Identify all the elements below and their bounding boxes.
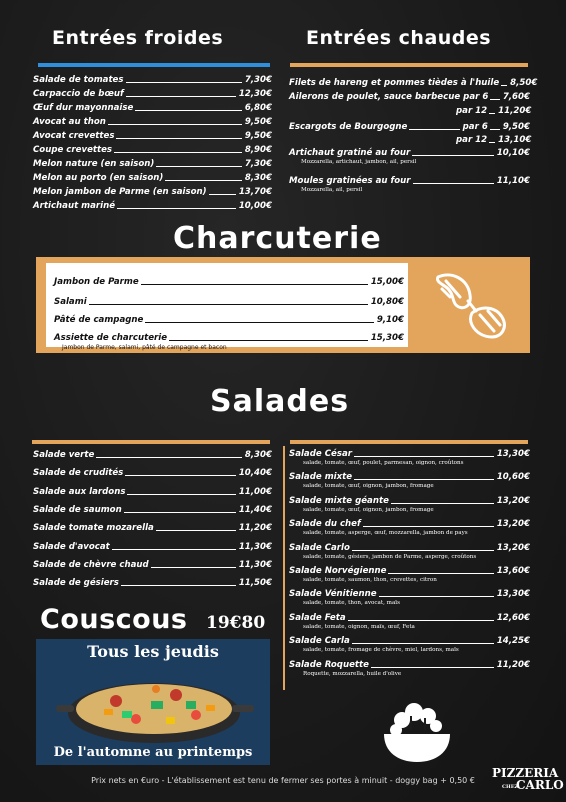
menu-item-name: Salade d'avocat <box>33 541 110 552</box>
menu-item-row <box>33 187 272 197</box>
menu-item-price: 9,50€ <box>502 122 530 132</box>
menu-item-price: 7,60€ <box>502 92 530 102</box>
menu-item-price: 7,30€ <box>244 159 272 169</box>
menu-item-price: 11,50€ <box>238 578 272 589</box>
menu-item-row <box>33 173 272 183</box>
menu-item-price: 10,00€ <box>238 201 272 211</box>
menu-item-row <box>33 560 272 570</box>
menu-item-row <box>54 333 404 343</box>
dotted-leader <box>490 99 499 100</box>
menu-item-row <box>33 468 272 478</box>
menu-item-name: Salade mixte <box>289 472 353 483</box>
logo-name-text: CARLO <box>516 778 564 792</box>
menu-item-name: Salami <box>54 297 87 307</box>
menu-item-name: Filets de hareng et pommes tièdes à l'huile <box>289 78 500 88</box>
menu-item-price: 13,30€ <box>496 449 530 459</box>
couscous-price: 19€80 <box>206 613 266 633</box>
menu-item-price: 11,40€ <box>238 504 272 515</box>
menu-item-row <box>33 450 272 460</box>
menu-item-price: 13,10€ <box>498 135 532 145</box>
menu-item-description: salade, tomate, œuf, oignon, jambon, fromage <box>303 483 434 490</box>
menu-item-row <box>33 159 272 169</box>
dotted-leader <box>96 457 242 458</box>
menu-item-name: Salade aux lardons <box>33 486 126 497</box>
menu-item-name: Salade de chèvre chaud <box>33 559 149 570</box>
menu-item-name: Carpaccio de bœuf <box>33 89 124 99</box>
menu-item-price: 11,20€ <box>498 106 532 116</box>
dotted-leader <box>108 124 242 125</box>
charcuterie-list-box <box>46 263 408 351</box>
menu-item-name: Melon jambon de Parme (en saison) <box>33 187 207 197</box>
dotted-leader <box>412 155 494 156</box>
couscous-dish-image <box>56 665 256 747</box>
menu-item-row <box>33 578 272 588</box>
dotted-leader <box>156 530 236 531</box>
dotted-leader <box>352 550 494 551</box>
menu-item-price: 13,20€ <box>496 542 530 553</box>
menu-item-row <box>33 145 272 155</box>
dotted-leader <box>112 549 236 550</box>
dotted-leader <box>413 183 494 184</box>
dotted-leader <box>489 142 495 143</box>
menu-item-description: salade, tomate, fromage de chèvre, miel, lardons, maïs <box>303 647 459 654</box>
menu-item-row <box>289 148 530 158</box>
menu-item-row <box>289 519 530 529</box>
couscous-day-text: Tous les jeudis <box>87 642 219 661</box>
couscous-photo <box>36 639 270 765</box>
menu-item-name: Salade tomate mozarella <box>33 523 154 534</box>
menu-item-row <box>33 523 272 533</box>
menu-item-row <box>289 449 530 459</box>
dotted-leader <box>127 494 235 495</box>
menu-item-row <box>33 103 272 113</box>
entrees-froides-title: Entrées froides <box>52 27 224 49</box>
menu-item-price: 11,20€ <box>238 523 272 534</box>
menu-item-description: salade, tomate, gésiers, jambon de Parme, asperge, croûtons <box>303 553 477 560</box>
sausage-icon <box>432 267 514 343</box>
menu-item-description: Jambon de Parme, salami, pâté de campagne et bacon <box>62 344 227 351</box>
menu-item-name: par 12 <box>456 135 488 145</box>
menu-item-price: 7,30€ <box>244 75 272 85</box>
menu-item-name: Salade de gésiers <box>33 578 119 589</box>
menu-item-row <box>33 505 272 515</box>
menu-item-name: Œuf dur mayonnaise <box>33 103 134 113</box>
menu-item-name: Assiette de charcuterie <box>54 333 168 343</box>
menu-item-price: 8,30€ <box>244 173 272 183</box>
menu-item-price: 15,30€ <box>370 333 404 343</box>
menu-item-name: par 12 <box>456 106 488 116</box>
dotted-leader <box>371 667 494 668</box>
dotted-leader <box>352 643 494 644</box>
menu-item-name: Avocat crevettes <box>33 131 115 141</box>
menu-item-name: Salade du chef <box>289 519 361 530</box>
menu-item-row <box>289 660 530 670</box>
menu-item-price: 8,30€ <box>244 450 272 460</box>
menu-item-name: Salade Carla <box>289 636 350 647</box>
menu-item-name: Salade Carlo <box>289 542 350 553</box>
charcuterie-panel <box>36 257 530 353</box>
menu-item-price: 11,20€ <box>496 659 530 670</box>
salades-divider <box>283 446 285 690</box>
dotted-leader <box>169 340 368 341</box>
menu-item-price: 10,40€ <box>238 468 272 479</box>
menu-item-name: Artichaut gratiné au four <box>289 148 411 158</box>
menu-item-row <box>33 89 272 99</box>
menu-item-price: 13,20€ <box>496 519 530 530</box>
menu-item-description: salade, tomate, œuf, poulet, parmesan, oignon, croûtons <box>303 460 464 466</box>
dotted-leader <box>89 304 368 305</box>
menu-item-row <box>289 122 530 132</box>
menu-item-price: 11,30€ <box>238 541 272 552</box>
menu-item-name: Salade verte <box>33 450 95 460</box>
menu-item-row <box>456 135 530 145</box>
menu-item-price: 9,10€ <box>376 315 404 325</box>
menu-item-price: 12,60€ <box>496 612 530 623</box>
dotted-leader <box>388 573 493 574</box>
menu-item-name: Salade de saumon <box>33 504 122 515</box>
dotted-leader <box>156 166 241 167</box>
menu-item-name: Salade de tomates <box>33 75 124 85</box>
entrees-froides-underline <box>38 63 270 67</box>
menu-item-name: Melon nature (en saison) <box>33 159 155 169</box>
menu-item-row <box>54 277 404 287</box>
menu-item-row <box>33 75 272 85</box>
menu-item-price: 14,25€ <box>496 636 530 647</box>
menu-item-name: Salade Feta <box>289 612 346 623</box>
dotted-leader <box>165 180 241 181</box>
menu-item-name: Salade Norvégienne <box>289 566 387 576</box>
footer-text: Prix nets en €uro - L'établissement est tenu de fermer ses portes à minuit - doggy bag + 0,50 € <box>91 776 475 785</box>
menu-item-row <box>289 566 530 576</box>
menu-item-price: 13,60€ <box>496 566 530 576</box>
menu-item-row <box>289 92 530 102</box>
menu-item-name: Artichaut mariné <box>33 201 116 211</box>
menu-item-price: 10,80€ <box>370 297 404 307</box>
charcuterie-title: Charcuterie <box>173 221 382 256</box>
entrees-chaudes-title: Entrées chaudes <box>306 27 492 49</box>
dotted-leader <box>151 567 236 568</box>
salades-left-underline <box>32 440 270 444</box>
menu-item-row <box>54 315 404 325</box>
menu-item-description: Roquette, mozzarella, huile d'olive <box>303 670 402 677</box>
dotted-leader <box>114 152 242 153</box>
menu-item-row <box>456 106 530 116</box>
menu-item-row <box>33 542 272 552</box>
menu-item-price: 11,30€ <box>238 559 272 570</box>
menu-item-price: 15,00€ <box>370 277 404 287</box>
menu-item-price: 11,00€ <box>238 486 272 497</box>
couscous-season-text: De l'automne au printemps <box>53 745 253 760</box>
dotted-leader <box>126 82 242 83</box>
dotted-leader <box>121 585 236 586</box>
menu-item-description: Mozzarella, artichaut, jambon, ail, persil <box>301 159 417 165</box>
menu-item-name: Pâté de campagne <box>54 315 144 325</box>
menu-item-quantity: par 6 <box>462 122 488 132</box>
menu-item-row <box>289 613 530 623</box>
menu-item-row <box>33 131 272 141</box>
menu-item-price: 12,30€ <box>238 89 272 99</box>
menu-item-row <box>289 78 538 88</box>
menu-item-price: 9,50€ <box>244 117 272 127</box>
dotted-leader <box>409 129 459 130</box>
menu-item-description: Mozzarella, ail, persil <box>301 187 363 193</box>
logo-main-text: PIZZERIA <box>492 766 559 780</box>
salades-title: Salades <box>210 384 350 419</box>
menu-item-price: 13,70€ <box>238 187 272 197</box>
menu-item-price: 10,60€ <box>496 472 530 483</box>
entrees-chaudes-underline <box>290 63 528 67</box>
menu-item-price: 9,50€ <box>244 131 272 141</box>
menu-item-name: Salade Roquette <box>289 659 369 670</box>
dotted-leader <box>379 596 494 597</box>
dotted-leader <box>135 110 242 111</box>
menu-item-row <box>33 117 272 127</box>
menu-item-description: salade, tomate, oignon, maïs, œuf, Feta <box>303 623 415 630</box>
dotted-leader <box>489 113 495 114</box>
menu-item-name: Salade Vénitienne <box>289 589 377 600</box>
dotted-leader <box>141 284 368 285</box>
dotted-leader <box>363 526 494 527</box>
menu-item-row <box>289 176 530 186</box>
menu-item-row <box>289 472 530 482</box>
menu-item-description: salade, tomate, saumon, thon, crevettes, citron <box>303 577 437 583</box>
menu-item-description: salade, tomate, œuf, oignon, jambon, fromage <box>303 506 434 513</box>
dotted-leader <box>391 503 494 504</box>
menu-item-price: 10,10€ <box>496 148 530 158</box>
menu-item-price: 8,90€ <box>244 145 272 155</box>
dotted-leader <box>145 322 373 323</box>
couscous-title: Couscous <box>40 604 188 635</box>
menu-item-row <box>289 496 530 506</box>
menu-item-description: salade, tomate, thon, avocat, maïs <box>303 600 400 607</box>
menu-item-price: 8,50€ <box>510 78 538 88</box>
dotted-leader <box>124 512 236 513</box>
dotted-leader <box>490 129 500 130</box>
menu-item-price: 6,80€ <box>244 103 272 113</box>
dotted-leader <box>117 208 236 209</box>
menu-item-name: Coupe crevettes <box>33 145 113 155</box>
dotted-leader <box>126 96 236 97</box>
menu-item-name: Escargots de Bourgogne <box>289 122 408 132</box>
menu-item-name: Salade mixte géante <box>289 495 389 506</box>
menu-item-name: Salade César <box>289 449 352 459</box>
logo-sub-text: CHEZ <box>502 784 519 790</box>
menu-item-row <box>289 543 530 553</box>
dotted-leader <box>501 85 507 86</box>
dotted-leader <box>209 194 236 195</box>
salad-bowl-icon <box>380 700 454 768</box>
menu-item-row <box>33 487 272 497</box>
menu-item-name: Melon au porto (en saison) <box>33 173 164 183</box>
menu-item-row <box>289 589 530 599</box>
dotted-leader <box>116 138 241 139</box>
menu-item-price: 13,30€ <box>496 589 530 600</box>
menu-item-price: 13,20€ <box>496 495 530 506</box>
menu-item-row <box>33 201 272 211</box>
dotted-leader <box>348 620 494 621</box>
menu-item-name: Avocat au thon <box>33 117 106 127</box>
menu-item-name: Moules gratinées au four <box>289 176 411 186</box>
menu-item-price: 11,10€ <box>496 176 530 186</box>
salades-right-underline <box>290 440 528 444</box>
menu-item-name: Salade de crudités <box>33 468 124 479</box>
menu-item-description: salade, tomate, asperge, œuf, mozzarella, jambon de pays <box>303 530 468 537</box>
menu-item-name: Jambon de Parme <box>54 277 139 287</box>
menu-item-row <box>54 297 404 307</box>
menu-item-name: Ailerons de poulet, sauce barbecue par 6 <box>289 92 489 102</box>
dotted-leader <box>125 475 236 476</box>
dotted-leader <box>354 479 494 480</box>
menu-item-row <box>289 636 530 646</box>
dotted-leader <box>354 456 494 457</box>
